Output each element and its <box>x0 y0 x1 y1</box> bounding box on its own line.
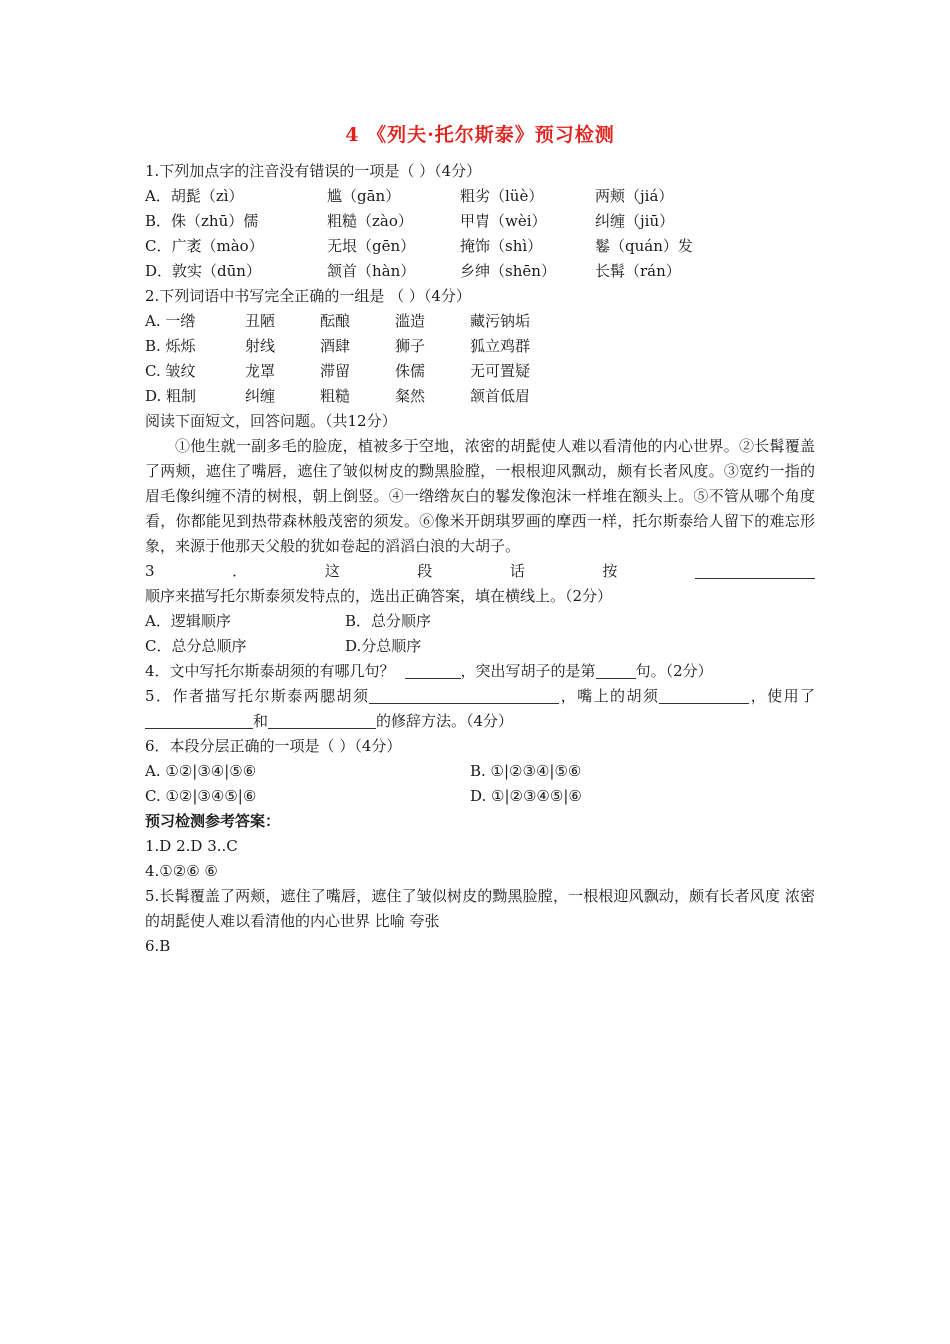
q2-a-3: 酝酿 <box>320 312 351 330</box>
q5-blank-3[interactable] <box>145 712 253 729</box>
q1-stem: 1.下列加点字的注音没有错误的一项是（ ）（4分） <box>145 162 482 180</box>
q3-option-b: B．总分顺序 <box>345 612 432 630</box>
q5-mid2: ，使用了 <box>749 687 815 705</box>
q1-b-2: 粗糙（zào） <box>327 212 413 230</box>
q1-b-4: 纠缠（jiū） <box>595 212 675 230</box>
answer-6: 6.B <box>145 937 171 955</box>
q1-row-d <box>145 259 815 284</box>
q1-c-2: 无垠（gēn） <box>327 237 416 255</box>
q1-d-1: D．敦实（dūn） <box>145 262 261 280</box>
q3-option-a: A．逻辑顺序 <box>145 612 231 630</box>
q2-row-b <box>145 334 815 359</box>
page-title: 4 《列夫·托尔斯泰》预习检测 <box>345 124 615 146</box>
q1-b-1: B．侏（zhū）儒 <box>145 212 259 230</box>
q2-d-3: 粗糙 <box>320 387 351 405</box>
q1-row-a <box>145 184 815 209</box>
q3-pre: 3．这段话按 <box>145 562 695 580</box>
q5-mid1: ，嘴上的胡须 <box>559 687 660 705</box>
answer-1-3: 1.D 2.D 3..C <box>145 837 238 855</box>
q5-mid3: 和 <box>253 712 269 730</box>
q3-post: 顺序来描写托尔斯泰须发特点的，选出正确答案，填在横线上。（2分） <box>145 587 613 605</box>
q1-b-3: 甲胄（wèi） <box>460 212 547 230</box>
q6-options-1 <box>145 759 815 784</box>
q4-blank-1[interactable] <box>405 662 461 679</box>
q2-c-1: C. 皱纹 <box>145 362 196 380</box>
q2-a-5: 藏污钠垢 <box>470 312 531 330</box>
answer-5: 5.长髯覆盖了两颊，遮住了嘴唇，遮住了皱似树皮的黝黑脸膛，一根根迎风飘动，颇有长者风度 浓密的胡髭使人难以看清他的内心世界 比喻 夸张 <box>145 887 815 930</box>
q5-blank-1[interactable] <box>369 687 559 704</box>
q1-a-4: 两颊（jiá） <box>595 187 674 205</box>
q1-d-3: 乡绅（shēn） <box>460 262 556 280</box>
q5-pre: 5．作者描写托尔斯泰两腮胡须 <box>145 687 370 705</box>
q4-blank-2[interactable] <box>596 662 636 679</box>
q2-stem: 2.下列词语中书写完全正确的一组是 （ ）（4分） <box>145 287 471 305</box>
answer-4: 4.①②⑥ ⑥ <box>145 862 218 880</box>
q2-c-2: 龙罩 <box>245 362 276 380</box>
q2-b-5: 狐立鸡群 <box>470 337 531 355</box>
q6-option-b: B. ①|②③④|⑤⑥ <box>470 762 582 780</box>
q1-d-2: 颔首（hàn） <box>327 262 416 280</box>
q2-row-c <box>145 359 815 384</box>
q3-options-1 <box>145 609 815 634</box>
q1-c-3: 掩饰（shì） <box>460 237 543 255</box>
q2-c-4: 侏儒 <box>395 362 426 380</box>
q2-b-4: 狮子 <box>395 337 426 355</box>
q2-c-3: 滞留 <box>320 362 351 380</box>
q6-options-2 <box>145 784 815 809</box>
q4-pre: 4．文中写托尔斯泰胡须的有哪几句？ <box>145 662 395 680</box>
reading-intro: 阅读下面短文，回答问题。（共12分） <box>145 412 397 430</box>
reading-passage: ①他生就一副多毛的脸庞，植被多于空地，浓密的胡髭使人难以看清他的内心世界。②长髯覆盖了两颊，遮住了嘴唇，遮住了皱似树皮的黝黑脸膛，一根根迎风飘动，颇有长者风度。③宽约一指的眉毛像纠缠不清的树根，朝上倒竖。④一绺绺灰白的鬈发像泡沫一样堆在额头上。⑤不管从哪个角度看，你都能见到热带森林般茂密的须发。⑥像米开朗琪罗画的摩西一样，托尔斯泰给人留下的难忘形象，来源于他那天父般的犹如卷起的滔滔白浪的大胡子。 <box>145 437 815 555</box>
worksheet <box>145 120 815 959</box>
q4-stem <box>145 659 815 684</box>
q2-a-1: A. 一绺 <box>145 312 196 330</box>
q2-c-5: 无可置疑 <box>470 362 531 380</box>
q1-a-3: 粗劣（lüè） <box>460 187 544 205</box>
q4-post: 句。（2分） <box>635 662 713 680</box>
q1-c-4: 鬈（quán）发 <box>595 237 693 255</box>
q6-stem: 6．本段分层正确的一项是（ ）（4分） <box>145 737 402 755</box>
q2-a-2: 丑陋 <box>245 312 276 330</box>
q2-d-2: 纠缠 <box>245 387 276 405</box>
q2-b-3: 酒肆 <box>320 337 351 355</box>
q2-d-1: D. 粗制 <box>145 387 197 405</box>
q2-a-4: 滥造 <box>395 312 426 330</box>
q1-row-b <box>145 209 815 234</box>
answers-heading: 预习检测参考答案： <box>145 812 281 830</box>
q2-b-2: 射线 <box>245 337 276 355</box>
q2-row-d <box>145 384 815 409</box>
q2-row-a <box>145 309 815 334</box>
q1-c-1: C．广袤（mào） <box>145 237 264 255</box>
q2-b-1: B. 烁烁 <box>145 337 196 355</box>
q1-d-4: 长髯（rán） <box>595 262 681 280</box>
q2-d-4: 粲然 <box>395 387 426 405</box>
q3-options-2 <box>145 634 815 659</box>
q3-option-c: C．总分总顺序 <box>145 637 247 655</box>
q3-option-d: D.分总顺序 <box>345 637 422 655</box>
q6-option-c: C. ①②|③④⑤|⑥ <box>145 787 257 805</box>
q3-answer-blank[interactable] <box>695 562 815 579</box>
q5-blank-4[interactable] <box>268 712 376 729</box>
q5-blank-2[interactable] <box>659 687 749 704</box>
q3-stem <box>145 559 815 609</box>
q5-post: 的修辞方法。（4分） <box>376 712 514 730</box>
q2-d-5: 颔首低眉 <box>470 387 531 405</box>
q4-mid: ，突出写胡子的是第 <box>460 662 596 680</box>
q6-option-d: D. ①|②③④⑤|⑥ <box>470 787 582 805</box>
q1-a-2: 尴（gān） <box>327 187 401 205</box>
q1-a-1: A．胡髭（zì） <box>145 187 244 205</box>
q1-row-c <box>145 234 815 259</box>
q5-stem <box>145 684 815 734</box>
q6-option-a: A. ①②|③④|⑤⑥ <box>145 762 257 780</box>
